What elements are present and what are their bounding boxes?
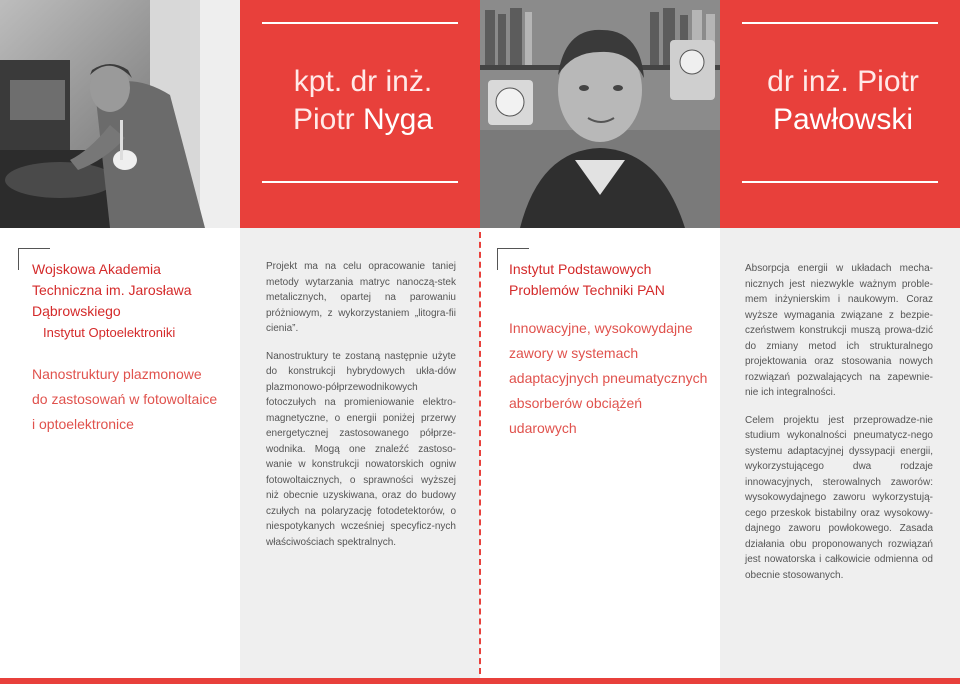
project-topic-nyga <box>32 362 237 437</box>
topic-line: zawory w systemach <box>509 345 639 361</box>
description-nyga <box>266 259 456 562</box>
fold-line <box>479 232 481 674</box>
description-paragraph: Celem projektu jest przeprowadze-nie studium wykonalności pneumatycz-nego systemu adaptacyjnej dyssypacji energii, wykorzystującego dwa rodzaje innowacyjnych, sterowalnych zaworów: wysokowydajnego zaworu wykorzystują-cego przeskok bistabilny oraz wysokowy-dajnego zaworu powłokowego. Zasada działania obu proponowanych rozwiązań jest nowatorska i całkowicie odmienna od obecnie stosowanych. <box>745 414 933 581</box>
photo-piotr-pawlowski <box>480 0 720 228</box>
institution-line: Dąbrowskiego <box>32 303 121 319</box>
institution-line: Problemów Techniki PAN <box>509 282 665 298</box>
institution-nyga <box>32 259 232 322</box>
topic-line: udarowych <box>509 420 577 436</box>
photo-piotr-nyga <box>0 0 240 228</box>
description-paragraph: Projekt ma na celu opracowanie taniej metody wytarzania matryc nanoczą-stek metalicznych, opartej na parowaniu próżniowym, z wykorzystaniem „litogra-fii cienia”. <box>266 261 456 334</box>
panel-bottom-rule <box>742 181 938 183</box>
project-topic-pawlowski <box>509 316 714 441</box>
name-degree: kpt. dr inż. <box>293 65 433 98</box>
name-title-pawlowski <box>742 63 944 139</box>
name-last: Nyga <box>362 103 434 136</box>
panel-bottom-rule <box>262 181 458 183</box>
bottom-accent-bar <box>0 678 960 684</box>
panel-top-rule <box>742 22 938 24</box>
topic-line: adaptacyjnych pneumatycznych <box>509 370 708 386</box>
description-pawlowski <box>745 261 933 595</box>
topic-line: Innowacyjne, wysokowydajne <box>509 320 693 336</box>
topic-line: absorberów obciążeń <box>509 395 643 411</box>
name-panel-nyga <box>240 0 480 228</box>
institution-line: Wojskowa Akademia <box>32 261 161 277</box>
name-last: Pawłowski <box>772 103 914 136</box>
institution-line: Techniczna im. Jarosława <box>32 282 192 298</box>
institution-pawlowski <box>509 259 709 301</box>
panel-top-rule <box>262 22 458 24</box>
department-nyga: Instytut Optoelektroniki <box>43 325 176 340</box>
name-panel-pawlowski <box>720 0 960 228</box>
topic-line: Nanostruktury plazmonowe <box>32 366 202 382</box>
institution-line: Instytut Podstawowych <box>509 261 652 277</box>
topic-line: do zastosowań w fotowoltaice <box>32 391 218 407</box>
name-title-nyga <box>262 63 464 139</box>
description-paragraph: Absorpcja energii w układach mecha-nicznych jest niezwykle ważnym proble-mem inżynierskim i naukowym. Coraz wyższe wymagania związane z bezpie-czeństwem konstrukcji muszą prowa-dzić do zmiany metod ich strukturalnego projektowania oraz stosowania nowych rozwiązań pozwalających na zapewnie-nie ich integralności. <box>745 263 933 398</box>
name-degree: dr inż. Piotr <box>767 65 919 98</box>
description-paragraph: Nanostruktury te zostaną następnie użyte do konstrukcji hybrydowych ukła-dów plazmonowo-półprzewodnikowych fotoczułych na promieniowanie elektro-magnetyczne, o energii poniżej przerwy energetycznej zastosowanego półprze-wodnika. Mogą one znaleźć zastoso-wanie w konstrukcji nowatorskich ogniw fotowoltaicznych, o sprawności wyższej niż obecnie uzyskiwana, oraz do budowy czułych na polaryzację fotodetektorów, o niespotykanych wcześniej specyficz-nych właściwościach spektralnych. <box>266 350 456 548</box>
name-first: Piotr <box>292 103 355 136</box>
topic-line: i optoelektronice <box>32 416 134 432</box>
